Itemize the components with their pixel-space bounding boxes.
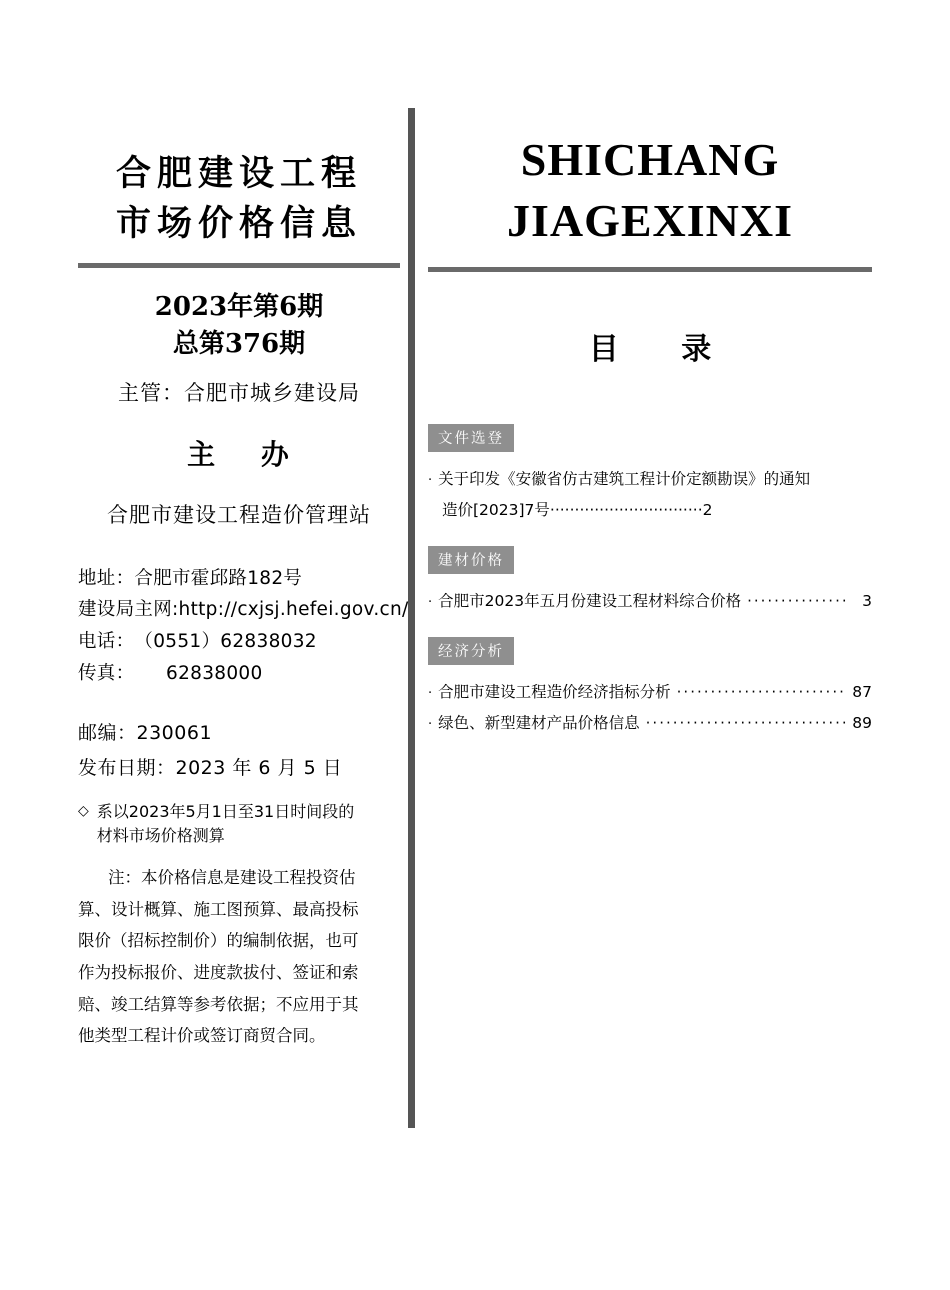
toc-section-materials bbox=[428, 546, 872, 617]
footnote-line-2: 算、设计概算、施工图预算、最高投标 bbox=[78, 899, 359, 919]
masthead-title-line1: 合肥建设工程 bbox=[115, 154, 362, 194]
website-label: 建设局主网: bbox=[78, 599, 179, 621]
toc-subline-text: 造价[2023]7号 bbox=[442, 501, 550, 520]
website-row bbox=[78, 594, 409, 626]
bullet-icon: · bbox=[428, 686, 433, 702]
measurement-period-line2: 材料市场价格测算 bbox=[96, 826, 225, 846]
publish-date: 发布日期：2023 年 6 月 5 日 bbox=[78, 756, 343, 779]
contact-block bbox=[78, 563, 409, 690]
fax-value: 62838000 bbox=[166, 663, 263, 684]
host-organization: 合肥市建设工程造价管理站 bbox=[107, 502, 371, 527]
toc-entry[interactable] bbox=[428, 677, 872, 708]
footnote-block bbox=[78, 862, 400, 1052]
bullet-icon: · bbox=[428, 473, 433, 489]
diamond-icon: ◇ bbox=[78, 803, 89, 820]
postal-block bbox=[78, 716, 400, 786]
masthead-title-line2: 市场价格信息 bbox=[115, 203, 362, 244]
toc-entry-subline[interactable] bbox=[428, 495, 872, 526]
left-column bbox=[78, 150, 409, 1052]
toc-page-number: 87 bbox=[852, 683, 872, 702]
section-tag-documents: 文件选登 bbox=[428, 424, 514, 452]
address-value: 合肥市霍邱路182号 bbox=[134, 567, 303, 589]
postal-code: 邮编：230061 bbox=[78, 721, 213, 744]
toc-entry[interactable] bbox=[428, 464, 872, 495]
toc-entry-text: 绿色、新型建材产品价格信息 bbox=[438, 714, 640, 733]
toc-entry-text: 关于印发《安徽省仿古建筑工程计价定额勘误》的通知 bbox=[438, 470, 811, 489]
measurement-period-note bbox=[78, 800, 400, 848]
table-of-contents bbox=[428, 424, 872, 739]
issue-number: 2023年第6期 bbox=[154, 292, 324, 323]
pinyin-rule bbox=[428, 267, 872, 272]
toc-section-economic-analysis bbox=[428, 637, 872, 739]
total-issue-number: 总第376期 bbox=[172, 329, 306, 360]
address-row bbox=[78, 563, 400, 595]
footnote-line-1: 注：本价格信息是建设工程投资估 bbox=[108, 868, 356, 888]
right-column bbox=[428, 130, 872, 759]
fax-row bbox=[78, 658, 400, 690]
toc-page-number: 2 bbox=[702, 501, 713, 520]
footnote-line-4: 作为投标报价、进度款拔付、签证和索 bbox=[78, 963, 359, 983]
pinyin-title-line2: JIAGEXINXI bbox=[506, 194, 794, 246]
bullet-icon: · bbox=[428, 595, 433, 611]
measurement-period-text bbox=[97, 800, 400, 848]
fax-label: 传真： bbox=[78, 663, 135, 684]
pinyin-title-line1: SHICHANG bbox=[520, 134, 780, 185]
bullet-icon: · bbox=[428, 717, 433, 733]
phone-label: 电话： bbox=[78, 631, 135, 653]
toc-entry-text: 合肥市2023年五月份建设工程材料综合价格 bbox=[438, 592, 742, 611]
measurement-period-line1: 系以2023年5月1日至31日时间段的 bbox=[96, 802, 355, 822]
masthead-rule bbox=[78, 263, 400, 268]
toc-section-documents bbox=[428, 424, 872, 526]
footnote-line-5: 赔、竣工结算等参考依据；不应用于其 bbox=[78, 994, 359, 1014]
toc-leader-dots: ··············· bbox=[747, 592, 849, 611]
host-label: 主 办 bbox=[187, 437, 307, 471]
toc-title: 目 录 bbox=[588, 332, 738, 368]
toc-leader-dots: ······························· bbox=[549, 501, 703, 520]
toc-page-number: 89 bbox=[852, 714, 872, 733]
vertical-divider bbox=[408, 108, 415, 1128]
toc-leader-dots: ························· bbox=[676, 683, 846, 702]
supervisor-line: 主管：合肥市城乡建设局 bbox=[118, 380, 360, 405]
toc-entry[interactable] bbox=[428, 586, 872, 617]
toc-leader-dots: ······························ bbox=[645, 714, 849, 733]
phone-row bbox=[78, 626, 400, 658]
address-label: 地址： bbox=[78, 567, 135, 589]
footnote-line-6: 他类型工程计价或签订商贸合同。 bbox=[78, 1026, 326, 1046]
phone-value: （0551）62838032 bbox=[134, 631, 317, 653]
section-tag-materials: 建材价格 bbox=[428, 546, 514, 574]
toc-entry[interactable] bbox=[428, 708, 872, 739]
section-tag-economic-analysis: 经济分析 bbox=[428, 637, 514, 665]
footnote-line-3: 限价（招标控制价）的编制依据，也可 bbox=[78, 931, 359, 951]
toc-page-number: 3 bbox=[862, 592, 872, 611]
toc-entry-text: 合肥市建设工程造价经济指标分析 bbox=[438, 683, 671, 702]
website-value[interactable]: http://cxjsj.hefei.gov.cn/ bbox=[178, 599, 409, 621]
